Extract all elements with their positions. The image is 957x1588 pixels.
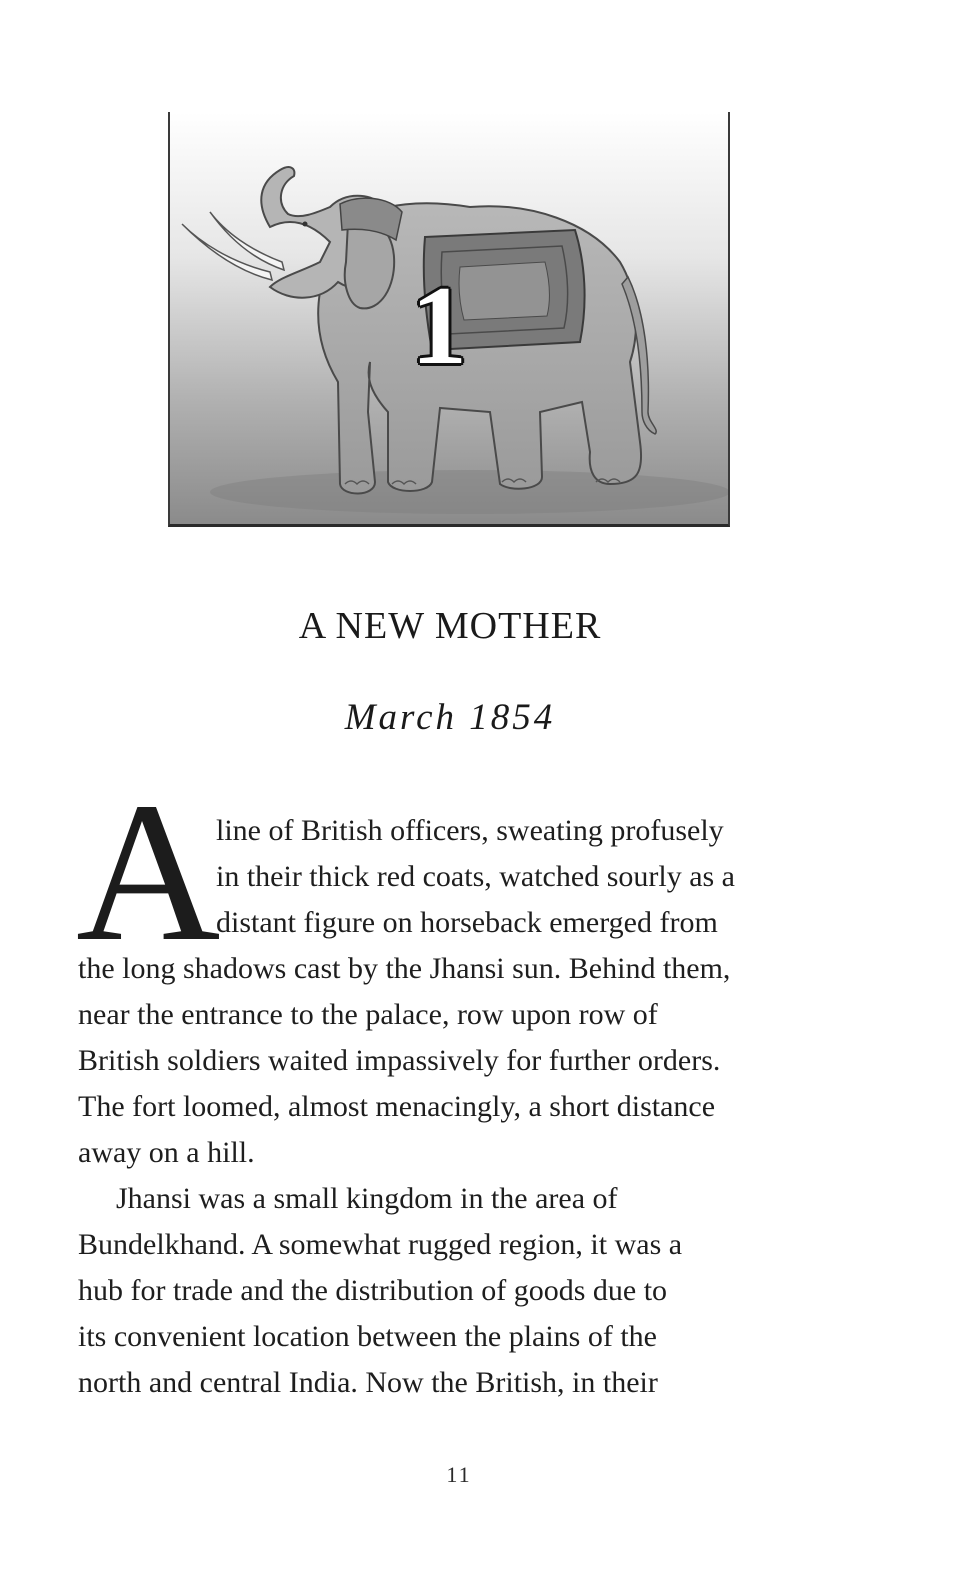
chapter-number: 1 [411, 264, 467, 388]
body-line: Jhansi was a small kingdom in the area of [116, 1182, 618, 1215]
body-line: north and central India. Now the British, in their [78, 1366, 658, 1399]
chapter-date: March 1854 [344, 697, 556, 738]
page-number: 11 [446, 1462, 472, 1487]
chapter-title: A NEW MOTHER [298, 605, 602, 647]
body-line: British soldiers waited impassively for further orders. [78, 1044, 721, 1077]
body-line: The fort loomed, almost menacingly, a short distance [78, 1090, 716, 1123]
body-line: away on a hill. [78, 1136, 255, 1169]
body-line: line of British officers, sweating profusely [216, 814, 724, 847]
body-line: in their thick red coats, watched sourly as a [216, 860, 735, 893]
body-line: distant figure on horseback emerged from [216, 906, 718, 939]
body-line: Bundelkhand. A somewhat rugged region, it was a [78, 1228, 683, 1261]
body-line: near the entrance to the palace, row upon row of [78, 998, 658, 1031]
body-line: the long shadows cast by the Jhansi sun. Behind them, [78, 952, 731, 985]
body-line: its convenient location between the plains of the [78, 1320, 657, 1353]
drop-cap: A [76, 762, 221, 983]
body-line: hub for trade and the distribution of goods due to [78, 1274, 668, 1307]
